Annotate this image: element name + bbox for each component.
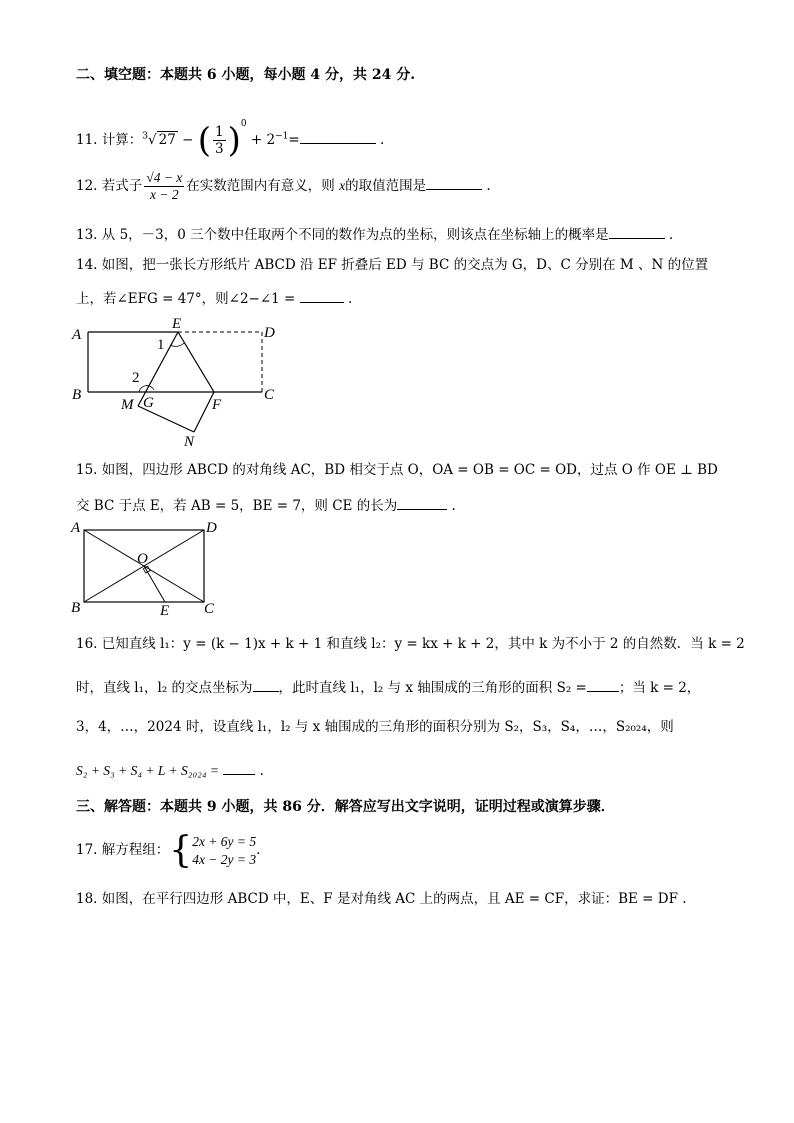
answer-blank[interactable] [300, 129, 376, 144]
label-O: O [137, 551, 148, 567]
section-heading-fill-in: 二、填空题：本题共 6 小题，每小题 4 分，共 24 分. [76, 67, 416, 83]
question-13: 13. 从 5，－3，0 三个数中任取两个不同的数作为点的坐标，则该点在坐标轴上的概率是 . [76, 224, 673, 244]
question-11: 11. 计算：$^3$√ 27 − ( $\frac{1}{3}$ )$^0 + 2^{-1}=$ . [76, 119, 385, 161]
question-15-line-1: 15. 如图，四边形 ABCD 的对角线 AC，BD 相交于点 O，OA = OB = OC = OD，过点 O 作 OE ⊥ BD [76, 462, 718, 478]
label-B: B [71, 600, 81, 616]
question-16-line-3: 3，4，…，2024 时，设直线 l₁，l₂ 与 x 轴围成的三角形的面积分别为 S₂，S₃，S₄，…，S₂₀₂₄，则 [76, 719, 674, 735]
label-N: N [184, 434, 195, 450]
label-D: D [206, 520, 217, 536]
answer-blank[interactable] [223, 760, 255, 775]
question-number: 11. [76, 132, 98, 148]
label-C: C [204, 601, 215, 617]
fraction: $\frac{√4 - x}{x - 2}$ [146, 170, 183, 202]
label-E: E [160, 603, 170, 619]
answer-blank[interactable] [587, 677, 619, 692]
question-number: 18. [76, 891, 98, 907]
label-A: A [72, 327, 82, 343]
question-number: 15. [76, 462, 98, 478]
label-A: A [71, 520, 81, 536]
label-F: F [212, 397, 222, 413]
equation-system: 2x + 6y = 5 4x − 2y = 3 [192, 833, 257, 867]
label-angle-1: 1 [157, 337, 165, 353]
answer-blank[interactable] [300, 288, 344, 303]
question-16-line-2: 时，直线 l₁，l₂ 的交点坐标为 ，此时直线 l₁，l₂ 与 x 轴围成的三角形的面积 S₂ = ；当 k = 2， [76, 677, 700, 697]
question-14-line-1: 14. 如图，把一张长方形纸片 ABCD 沿 EF 折叠后 ED 与 BC 的交点为 G，D、C 分别在 M 、N 的位置 [76, 257, 709, 273]
label-E: E [172, 316, 182, 332]
question-number: 16. [76, 636, 98, 652]
label-G: G [143, 395, 154, 411]
question-number: 12. [76, 178, 98, 194]
section-heading-solutions: 三、解答题：本题共 9 小题，共 86 分．解答应写出文字说明，证明过程或演算步骤． [76, 799, 615, 815]
question-15-line-2: 交 BC 于点 E，若 AB = 5，BE = 7，则 CE 的长为 . [76, 495, 456, 515]
question-number: 14. [76, 257, 98, 273]
answer-blank[interactable] [609, 224, 665, 239]
answer-blank[interactable] [397, 495, 447, 510]
question-12: 12. 若式子 $\frac{√4 - x}{x - 2}$ 在实数范围内有意义，则 x的取值范围是 . [76, 170, 491, 202]
question-16-line-1: 16. 已知直线 l₁：y = (k − 1)x + k + 1 和直线 l₂：y = kx + k + 2，其中 k 为不小于 2 的自然数．当 k = 2 [76, 636, 745, 652]
question-16-line-4: S₂ + S₃ + S₄ + L + S₂₀₂₄ = . [76, 760, 264, 780]
question-18: 18. 如图，在平行四边形 ABCD 中，E、F 是对角线 AC 上的两点，且 AE = CF，求证：BE = DF . [76, 891, 687, 907]
folded-rectangle-figure [66, 312, 296, 452]
label-C: C [264, 387, 275, 403]
question-number: 13. [76, 227, 98, 243]
question-number: 17. [76, 842, 98, 858]
label-D: D [264, 325, 275, 341]
label-M: M [121, 397, 134, 413]
rectangle-diagonals-figure [66, 516, 226, 622]
question-14-line-2: 上，若∠EFG = 47°，则∠2−∠1 = . [76, 288, 352, 308]
label-angle-2: 2 [132, 370, 140, 386]
label-B: B [72, 387, 82, 403]
answer-blank[interactable] [253, 677, 279, 692]
question-17: 17. 解方程组：{ 2x + 6y = 5 4x − 2y = 3 . [76, 829, 261, 871]
question-label: 计算： [101, 132, 143, 148]
answer-blank[interactable] [426, 175, 482, 190]
